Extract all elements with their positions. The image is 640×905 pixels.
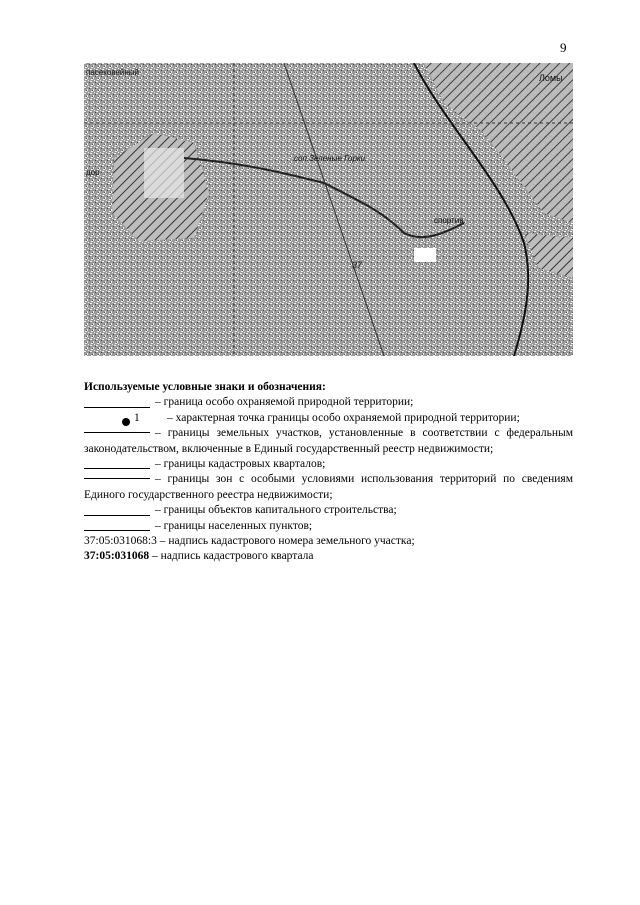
cadastral-map xyxy=(84,63,573,356)
legend-item-text: – границы населенных пунктов; xyxy=(155,519,313,532)
legend-item-text: – граница особо охраняемой природной территории; xyxy=(155,396,414,409)
legend-item-land-plots xyxy=(84,426,573,457)
page-number: 9 xyxy=(560,40,567,55)
map-image xyxy=(84,63,573,356)
legend-item-text: – надпись кадастрового квартала xyxy=(149,550,314,563)
legend-item-cadastral-quarters xyxy=(84,457,573,472)
map-label-sport: спортив. xyxy=(434,216,466,225)
legend-item-text: – границы кадастровых кварталов; xyxy=(155,458,326,471)
legend-line xyxy=(84,478,150,479)
legend xyxy=(84,380,573,565)
legend-item-text: – границы объектов капитального строительства; xyxy=(155,504,397,517)
legend-item-text: – границы зон с особыми условиями использования территорий по сведениям Единого государственного реестра недвижимости; xyxy=(84,473,573,501)
legend-item-special-zones xyxy=(84,472,573,503)
legend-title: Используемые условные знаки и обозначения: xyxy=(84,381,326,393)
legend-line xyxy=(84,515,150,516)
legend-line xyxy=(84,530,150,531)
legend-item-cad-number xyxy=(84,534,573,549)
map-label-quarter: 37 xyxy=(352,260,363,270)
legend-line xyxy=(84,407,150,408)
map-label-top-left: пасековейный xyxy=(86,68,139,77)
legend-line xyxy=(84,432,150,433)
map-label-village: Ломы xyxy=(539,73,563,83)
legend-line xyxy=(84,468,150,469)
legend-item-text: – надпись кадастрового номера земельного участка; xyxy=(156,535,415,548)
point-label: 1 xyxy=(134,411,140,424)
map-label-hills: соп.Зеленые Горки xyxy=(294,154,366,163)
legend-item-oopt-boundary xyxy=(84,395,573,410)
cad-quarter-code: 37:05:031068 xyxy=(84,550,150,563)
legend-item-text: – границы земельных участков, установленные в соответствии с федеральным законодательством, включенные в Единый государственный реестр недвижимости; xyxy=(84,427,573,455)
map-label-left-edge: дор xyxy=(86,168,100,177)
legend-item-buildings xyxy=(84,503,573,518)
legend-item-characteristic-point xyxy=(84,411,573,426)
legend-item-cad-quarter xyxy=(84,549,573,564)
legend-item-text: – характерная точка границы особо охраняемой природной территории; xyxy=(167,411,520,424)
point-marker-icon xyxy=(122,418,130,426)
legend-item-settlements xyxy=(84,519,573,534)
cad-number-code: 37:05:031068:3 xyxy=(84,535,157,548)
